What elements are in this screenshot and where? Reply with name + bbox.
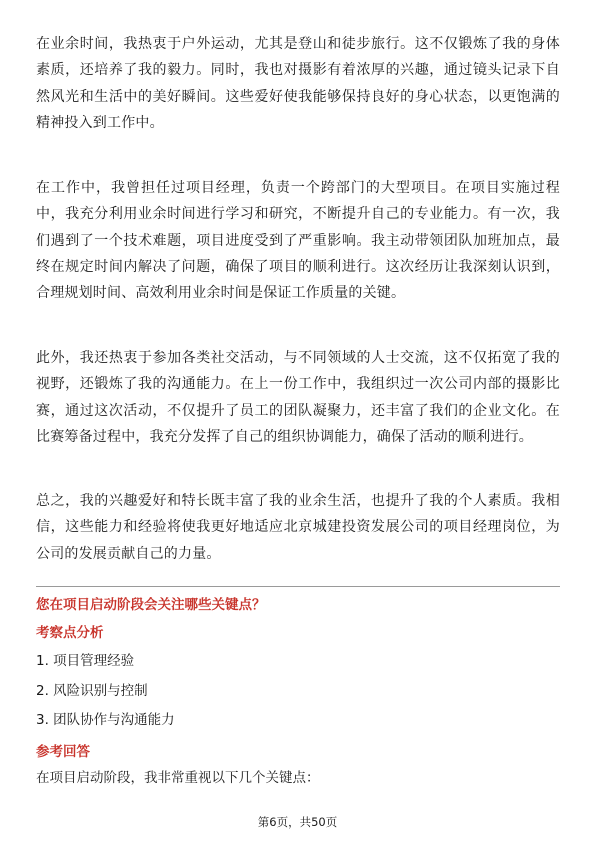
paragraph-hobbies-outdoor: 在业余时间，我热衷于户外运动，尤其是登山和徒步旅行。这不仅锻炼了我的身体素质，还培养了我的毅力。同时，我也对摄影有着浓厚的兴趣，通过镜头记录下自然风光和生活中的美好瞬间。这些爱好使我能够保持良好的身心状态，以更饱满的精神投入到工作中。: [36, 36, 560, 131]
paragraph-project-manager-experience: 在工作中，我曾担任过项目经理，负责一个跨部门的大型项目。在项目实施过程中，我充分利用业余时间进行学习和研究，不断提升自己的专业能力。有一次，我们遇到了一个技术难题，项目进度受到了严重影响。我主动带领团队加班加点，最终在规定时间内解决了问题，确保了项目的顺利进行。这次经历让我深刻认识到，合理规划时间、高效利用业余时间是保证工作质量的关键。: [36, 180, 560, 302]
answer-intro-text: 在项目启动阶段，我非常重视以下几个关键点：: [36, 770, 320, 786]
analysis-points-list: [36, 650, 175, 739]
interview-question: 您在项目启动阶段会关注哪些关键点？: [36, 597, 266, 613]
analysis-heading: 考察点分析: [36, 625, 104, 641]
section-divider: [36, 586, 560, 587]
analysis-point: 3. 团队协作与沟通能力: [36, 712, 175, 728]
paragraph-social-activities: 此外，我还热衷于参加各类社交活动，与不同领域的人士交流，这不仅拓宽了我的视野，还锻炼了我的沟通能力。在上一份工作中，我组织过一次公司内部的摄影比赛，通过这次活动，不仅提升了员工的团队凝聚力，还丰富了我们的企业文化。在比赛筹备过程中，我充分发挥了自己的组织协调能力，确保了活动的顺利进行。: [36, 350, 560, 445]
page-number: 第6页，共50页: [257, 815, 338, 829]
analysis-point: 1. 项目管理经验: [36, 653, 135, 669]
paragraph-conclusion: 总之，我的兴趣爱好和特长既丰富了我的业余生活，也提升了我的个人素质。我相信，这些能力和经验将使我更好地适应北京城建投资发展公司的项目经理岗位，为公司的发展贡献自己的力量。: [36, 493, 560, 562]
analysis-point: 2. 风险识别与控制: [36, 682, 148, 699]
answer-heading: 参考回答: [36, 744, 90, 760]
